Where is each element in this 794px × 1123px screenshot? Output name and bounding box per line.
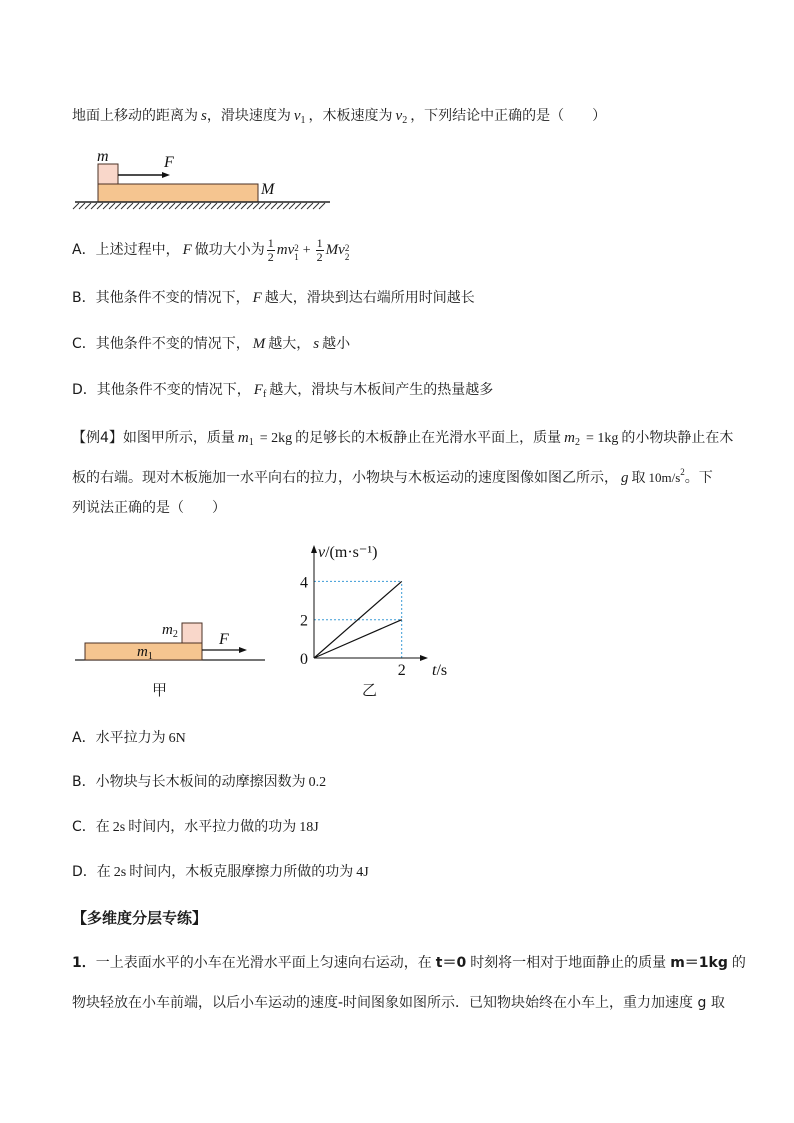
ex4-option-d [72,862,372,882]
mass-1-symbol: m [237,430,249,446]
ex4-option-a-value: 6N [168,731,186,746]
option-c-text-3: 越小 [322,336,351,352]
example-4-text-1: 如图甲所示，质量 [122,430,235,446]
stem-text-3: ，木板速度为 [308,108,393,124]
question-1-time-condition: t＝0 [435,955,467,971]
ex4-option-c-text-2: 时间内，水平拉力做的功为 [128,819,297,835]
series-line-2 [314,620,402,658]
example-4-line-1 [72,428,733,448]
velocity-2-superscript: 2 [344,243,350,253]
question-1-number: 1． [72,955,96,971]
figure-yi-caption: 乙 [362,681,378,699]
velocity-1-indices [294,244,299,262]
option-c-distance-symbol: s [313,336,320,352]
option-d-text-1: 其他条件不变的情况下， [96,382,251,398]
ex4-option-a-text: A．水平拉力为 [72,730,166,746]
option-b-label: B． [72,290,96,306]
x-axis-label [432,662,447,679]
x-axis-variable: t [432,662,437,679]
question-1-line-1 [72,953,746,973]
option-a-label: A． [72,242,96,258]
option-b-force-symbol: F [252,290,262,306]
velocity-symbol-1: v [287,242,295,258]
gravity-symbol: g [621,470,629,486]
option-b-text-1: 其他条件不变的情况下， [95,290,250,306]
question-1-text-2: 时刻将一相对于地面静止的质量 [470,955,667,971]
ex4-option-d-text-1: D．在 [72,864,111,880]
option-c-mass-symbol: M [252,336,266,352]
fraction-denominator: 2 [316,249,323,264]
m1-symbol: m [137,644,148,660]
example-4-text-6: 。下 [684,470,713,486]
ex4-option-b-value: 0.2 [308,775,327,790]
velocity-2-indices [345,244,350,262]
ex4-option-b [72,772,329,792]
mass-1-subscript: 1 [248,437,254,448]
ex4-option-c-text-1: C．在 [72,819,110,835]
mass-2-subscript: 2 [575,437,581,448]
m1-subscript: 1 [147,651,153,662]
friction-symbol: F [253,382,263,398]
force-label: F [219,631,229,648]
example-4-text-4: 板的右端。现对木板施加一水平向右的拉力，小物块与木板运动的速度图像如图乙所示， [72,470,618,486]
option-a-text-1: 上述过程中， [95,242,180,258]
fraction-denominator: 2 [267,249,274,264]
option-c-text-2: 越大， [268,336,311,352]
ex4-option-c-time: 2s [112,820,126,835]
question-1-line-2 [72,993,725,1013]
force-arrow-head [239,647,247,653]
distance-symbol: s [201,108,207,124]
option-b [72,288,475,308]
y-tick-label-2: 2 [300,612,308,630]
plank-velocity-symbol: v [395,108,403,124]
x-tick-label-2: 2 [397,662,406,679]
option-d [72,380,493,400]
velocity-1-superscript: 2 [294,243,299,253]
option-c [72,334,350,354]
slider-plank-figure [70,145,340,215]
velocity-1-subscript: 1 [294,252,299,262]
slider-mass-symbol: m [276,242,288,258]
question-1-text-4: 物块轻放在小车前端，以后小车运动的速度-时间图象如图所示．已知物块始终在小车上，重力加速度 g 取 [72,995,725,1011]
example-4-text-2: 的足够长的木板静止在光滑水平面上，质量 [295,430,562,446]
option-a-text-2: 做功大小为 [194,242,265,258]
example-4-text-5: 取 [631,470,646,486]
friction-subscript: f [262,389,267,400]
y-axis-arrow [311,545,317,553]
mass-1-value: = 2kg [259,431,293,446]
origin-label: 0 [300,651,308,668]
option-a-force-symbol: F [182,242,192,258]
section-title: 【多维度分层专练】 [72,909,208,927]
mass-2-value: = 1kg [586,431,619,446]
plank-mass-label: M [261,181,275,198]
figure-jia [70,612,270,667]
y-axis-unit: /(m·s⁻¹) [325,544,378,561]
question-1-text-3: 的 [731,955,746,971]
ex4-option-b-text: B．小物块与长木板间的动摩擦因数为 [72,774,306,790]
block-m2-label [162,622,178,640]
example-4-line-2 [72,468,713,488]
option-a [72,233,350,267]
stem-text-4: ，下列结论中正确的是（ ） [410,108,607,124]
ex4-option-d-time: 2s [113,865,127,880]
option-c-text-1: 其他条件不变的情况下， [95,336,250,352]
slider-mass-label: m [97,148,109,165]
gravity-unit-superscript: 2 [680,467,685,477]
m2-subscript: 2 [172,629,178,640]
plank-mass-symbol: M [325,242,339,258]
ground-hatch [73,203,325,209]
m2-symbol: m [162,622,173,638]
block-m2 [182,623,202,643]
figure-jia-caption: 甲 [152,681,168,699]
slider-velocity-subscript: 1 [300,115,306,126]
example-4-line-3 [72,498,226,518]
gravity-value: 10m/s [648,470,681,485]
fraction-numerator: 1 [267,235,274,250]
option-d-label: D． [72,382,97,398]
fraction-half-1 [267,237,275,264]
option-b-text-2: 越大，滑块到达右端所用时间越长 [264,290,475,306]
y-tick-label-4: 4 [300,574,308,592]
ex4-option-c [72,817,322,837]
plank-velocity-subscript: 2 [402,115,408,126]
plus-sign: + [302,243,311,258]
option-c-label: C． [72,336,96,352]
example-4-text-3: 的小物块静止在木 [621,430,734,446]
question-1-text-1: 一上表面水平的小车在光滑水平面上匀速向右运动，在 [95,955,432,971]
velocity-time-graph [290,535,470,685]
ex4-option-d-text-2: 时间内，木板克服摩擦力所做的功为 [129,864,354,880]
x-axis-arrow [420,655,428,661]
plank [98,184,258,202]
option-d-text-2: 越大，滑块与木板间产生的热量越多 [269,382,494,398]
velocity-2-subscript: 2 [344,252,350,262]
stem-text-1: 地面上移动的距离为 [72,108,198,124]
fraction-half-2 [316,237,324,264]
force-arrow-head [162,172,170,178]
question-1-mass: m＝1kg [670,955,728,971]
prev-question-stem [72,106,606,126]
stem-text-2: ，滑块速度为 [206,108,291,124]
force-label: F [164,154,174,171]
slider-velocity-symbol: v [293,108,301,124]
velocity-symbol-2: v [338,242,345,258]
example-4-text-7: 列说法正确的是（ ） [72,500,226,516]
mass-2-symbol: m [564,430,576,446]
y-axis-label [318,544,377,561]
x-axis-unit: /s [436,662,448,679]
example-4-tag: 【例4】 [72,430,123,446]
ex4-option-d-value: 4J [356,865,369,880]
slider-block [98,164,118,184]
ex4-option-c-value: 18J [299,820,319,835]
fraction-numerator: 1 [316,235,323,250]
ex4-option-a [72,728,189,748]
y-axis-variable: v [318,544,326,561]
